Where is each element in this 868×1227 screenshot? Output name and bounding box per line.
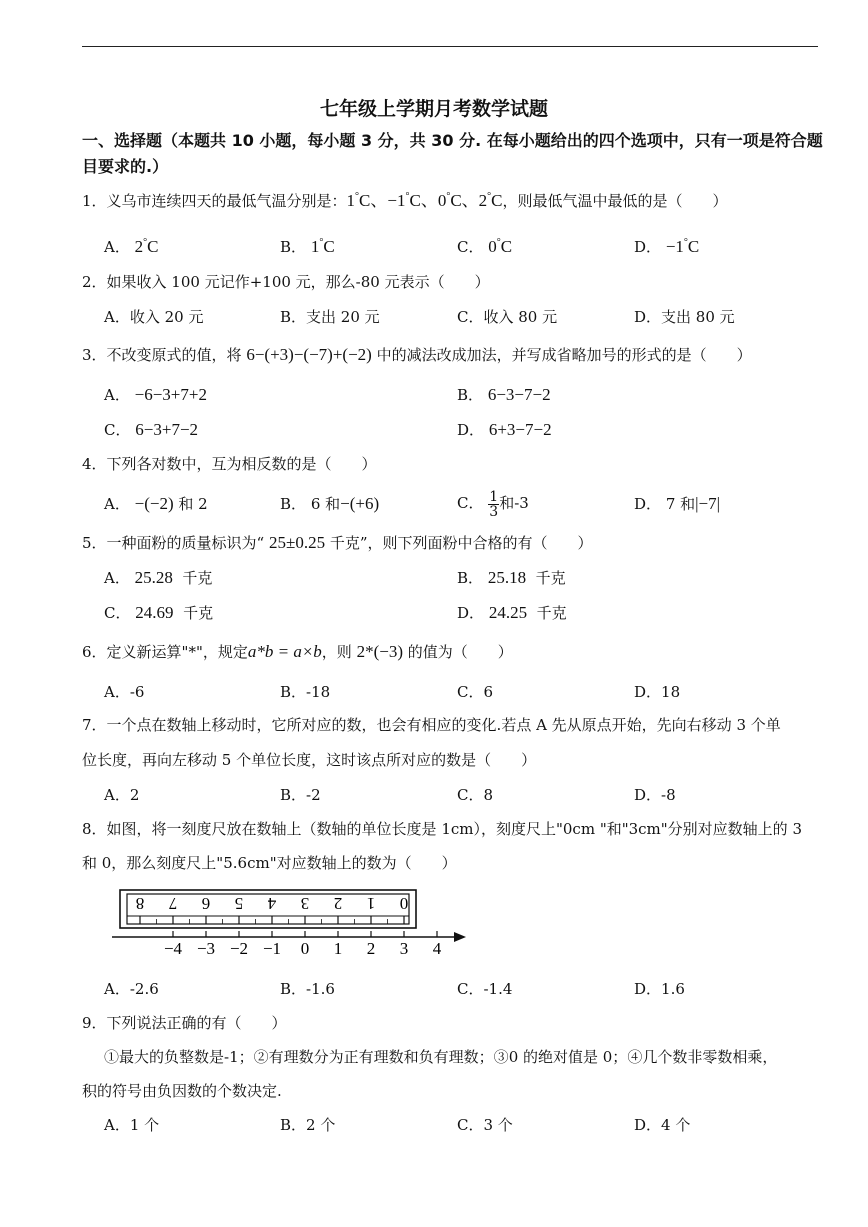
ruler-label: 0 xyxy=(399,894,409,914)
q7-option-c[interactable]: C．8 xyxy=(457,786,494,804)
q9-option-b[interactable]: B．2 个 xyxy=(280,1116,336,1134)
q7-option-b[interactable]: B．-2 xyxy=(280,786,321,804)
q5-option-b[interactable]: B． 25.18 千克 xyxy=(457,568,566,587)
q3-expression: 6−(+3)−(−7)+(−2) xyxy=(246,345,372,364)
q4-option-c[interactable]: C． $\frac{1}{3}$ 和-3 xyxy=(457,488,529,520)
ruler-label: 8 xyxy=(135,894,145,914)
q1-option-c[interactable]: C． 0°C xyxy=(457,237,513,256)
q5-option-d[interactable]: D． 24.25 千克 xyxy=(457,603,567,622)
axis-label: 3 xyxy=(399,939,409,958)
question-1-stem: 1．义乌市连续四天的最低气温分别是：1°C、−1°C、0°C、2°C，则最低气温中最低的是（ ） xyxy=(82,191,728,210)
axis-label: −3 xyxy=(196,939,216,958)
axis-label: −4 xyxy=(163,939,183,958)
q3-option-b[interactable]: B． 6−3−7−2 xyxy=(457,385,551,404)
question-4-stem: 4．下列各对数中，互为相反数的是（ ） xyxy=(82,455,377,473)
question-3-stem: 3．不改变原式的值，将 6−(+3)−(−7)+(−2) 中的减法改成加法，并写成省略加号的形式的是（ ） xyxy=(82,345,752,364)
q8-option-c[interactable]: C．-1.4 xyxy=(457,980,513,998)
q3-option-d[interactable]: D． 6+3−7−2 xyxy=(457,420,552,439)
circled-3: ③ xyxy=(493,1048,509,1066)
q4-option-d[interactable]: D． 7 和|−7| xyxy=(634,494,721,513)
q9-option-c[interactable]: C．3 个 xyxy=(457,1116,513,1134)
axis-label: 4 xyxy=(432,939,442,958)
q1-option-b[interactable]: B． 1°C xyxy=(280,237,335,256)
circled-4: ④ xyxy=(627,1048,643,1066)
q8-option-b[interactable]: B．-1.6 xyxy=(280,980,335,998)
question-9-statements: ①最大的负整数是-1；②有理数分为正有理数和负有理数；③0 的绝对值是 0；④几个数非零数相乘， xyxy=(104,1048,778,1066)
question-9-line2: 积的符号由负因数的个数决定. xyxy=(82,1082,282,1100)
question-5-stem: 5．一种面粉的质量标识为“ 25±0.25 千克”，则下列面粉中合格的有（ ） xyxy=(82,533,593,552)
circled-2: ② xyxy=(253,1048,269,1066)
ruler-label: 3 xyxy=(300,894,310,914)
question-2-stem: 2．如果收入 100 元记作+100 元，那么-80 元表示（ ） xyxy=(82,273,490,291)
q2-option-a[interactable]: A．收入 20 元 xyxy=(104,308,204,326)
axis-label: −1 xyxy=(262,939,282,958)
ruler-label: 7 xyxy=(168,894,178,914)
q2-option-b[interactable]: B．支出 20 元 xyxy=(280,308,380,326)
axis-labels xyxy=(164,939,442,958)
q1-option-a[interactable]: A． 2°C xyxy=(104,237,159,256)
circled-1: ① xyxy=(104,1048,120,1066)
ruler-label: 1 xyxy=(366,894,376,914)
axis-label: 1 xyxy=(333,939,343,958)
q7-option-d[interactable]: D．-8 xyxy=(634,786,676,804)
q7-option-a[interactable]: A．2 xyxy=(104,786,140,804)
header-rule xyxy=(82,46,818,47)
section-heading: 一、选择题（本题共 10 小题，每小题 3 分，共 30 分. 在每小题给出的四个选项中，只有一项是符合题目要求的.） xyxy=(82,131,823,176)
axis-label: 0 xyxy=(300,939,310,958)
page-title: 七年级上学期月考数学试题 xyxy=(319,98,548,120)
q5-option-c[interactable]: C． 24.69 千克 xyxy=(104,603,214,622)
q4-option-a[interactable]: A． −(−2) 和 2 xyxy=(104,494,208,513)
q2-option-c[interactable]: C．收入 80 元 xyxy=(457,308,558,326)
q2-option-d[interactable]: D．支出 80 元 xyxy=(634,308,735,326)
question-9-stem: 9．下列说法正确的有（ ） xyxy=(82,1014,287,1032)
question-6-stem: 6．定义新运算"*"，规定a*b = a×b，则 2*(−3) 的值为（ ） xyxy=(82,642,513,661)
q5-option-a[interactable]: A． 25.28 千克 xyxy=(104,568,213,587)
q8-option-d[interactable]: D．1.6 xyxy=(634,980,685,998)
ruler-label: 2 xyxy=(333,894,343,914)
q6-option-b[interactable]: B．-18 xyxy=(280,683,331,701)
question-7-line1: 7．一个点在数轴上移动时，它所对应的数，也会有相应的变化.若点 A 先从原点开始，先向右移动 3 个单 xyxy=(82,716,781,734)
question-8-line1: 8．如图，将一刻度尺放在数轴上（数轴的单位长度是 1cm），刻度尺上"0cm "和"3cm"分别对应数轴上的 3 xyxy=(82,820,802,838)
fraction-one-third: $\frac{1}{3}$ xyxy=(489,488,499,520)
q6-option-a[interactable]: A．-6 xyxy=(104,683,145,701)
ruler-label: 6 xyxy=(201,894,211,914)
ruler-number-line-figure xyxy=(100,886,480,964)
q8-option-a[interactable]: A．-2.6 xyxy=(104,980,159,998)
axis-ticks xyxy=(173,931,437,937)
axis-label: 2 xyxy=(366,939,376,958)
q4-option-b[interactable]: B． 6 和−(+6) xyxy=(280,494,380,513)
ruler-label: 4 xyxy=(267,894,277,914)
question-7-line2: 位长度，再向左移动 5 个单位长度，这时该点所对应的数是（ ） xyxy=(82,751,537,769)
ruler-labels xyxy=(136,894,409,913)
question-8-line2: 和 0，那么刻度尺上"5.6cm"对应数轴上的数为（ ） xyxy=(82,854,457,872)
axis-label: −2 xyxy=(229,939,249,958)
q1-option-d[interactable]: D． −1°C xyxy=(634,237,700,256)
ruler-label: 5 xyxy=(234,894,244,914)
q6-option-c[interactable]: C．6 xyxy=(457,683,494,701)
q6-option-d[interactable]: D．18 xyxy=(634,683,681,701)
q3-option-c[interactable]: C． 6−3+7−2 xyxy=(104,420,199,439)
ruler-ticks xyxy=(140,916,404,924)
q3-option-a[interactable]: A． −6−3+7+2 xyxy=(104,385,207,404)
q9-option-d[interactable]: D．4 个 xyxy=(634,1116,691,1134)
number-line-arrow xyxy=(454,932,466,942)
q9-option-a[interactable]: A．1 个 xyxy=(104,1116,160,1134)
